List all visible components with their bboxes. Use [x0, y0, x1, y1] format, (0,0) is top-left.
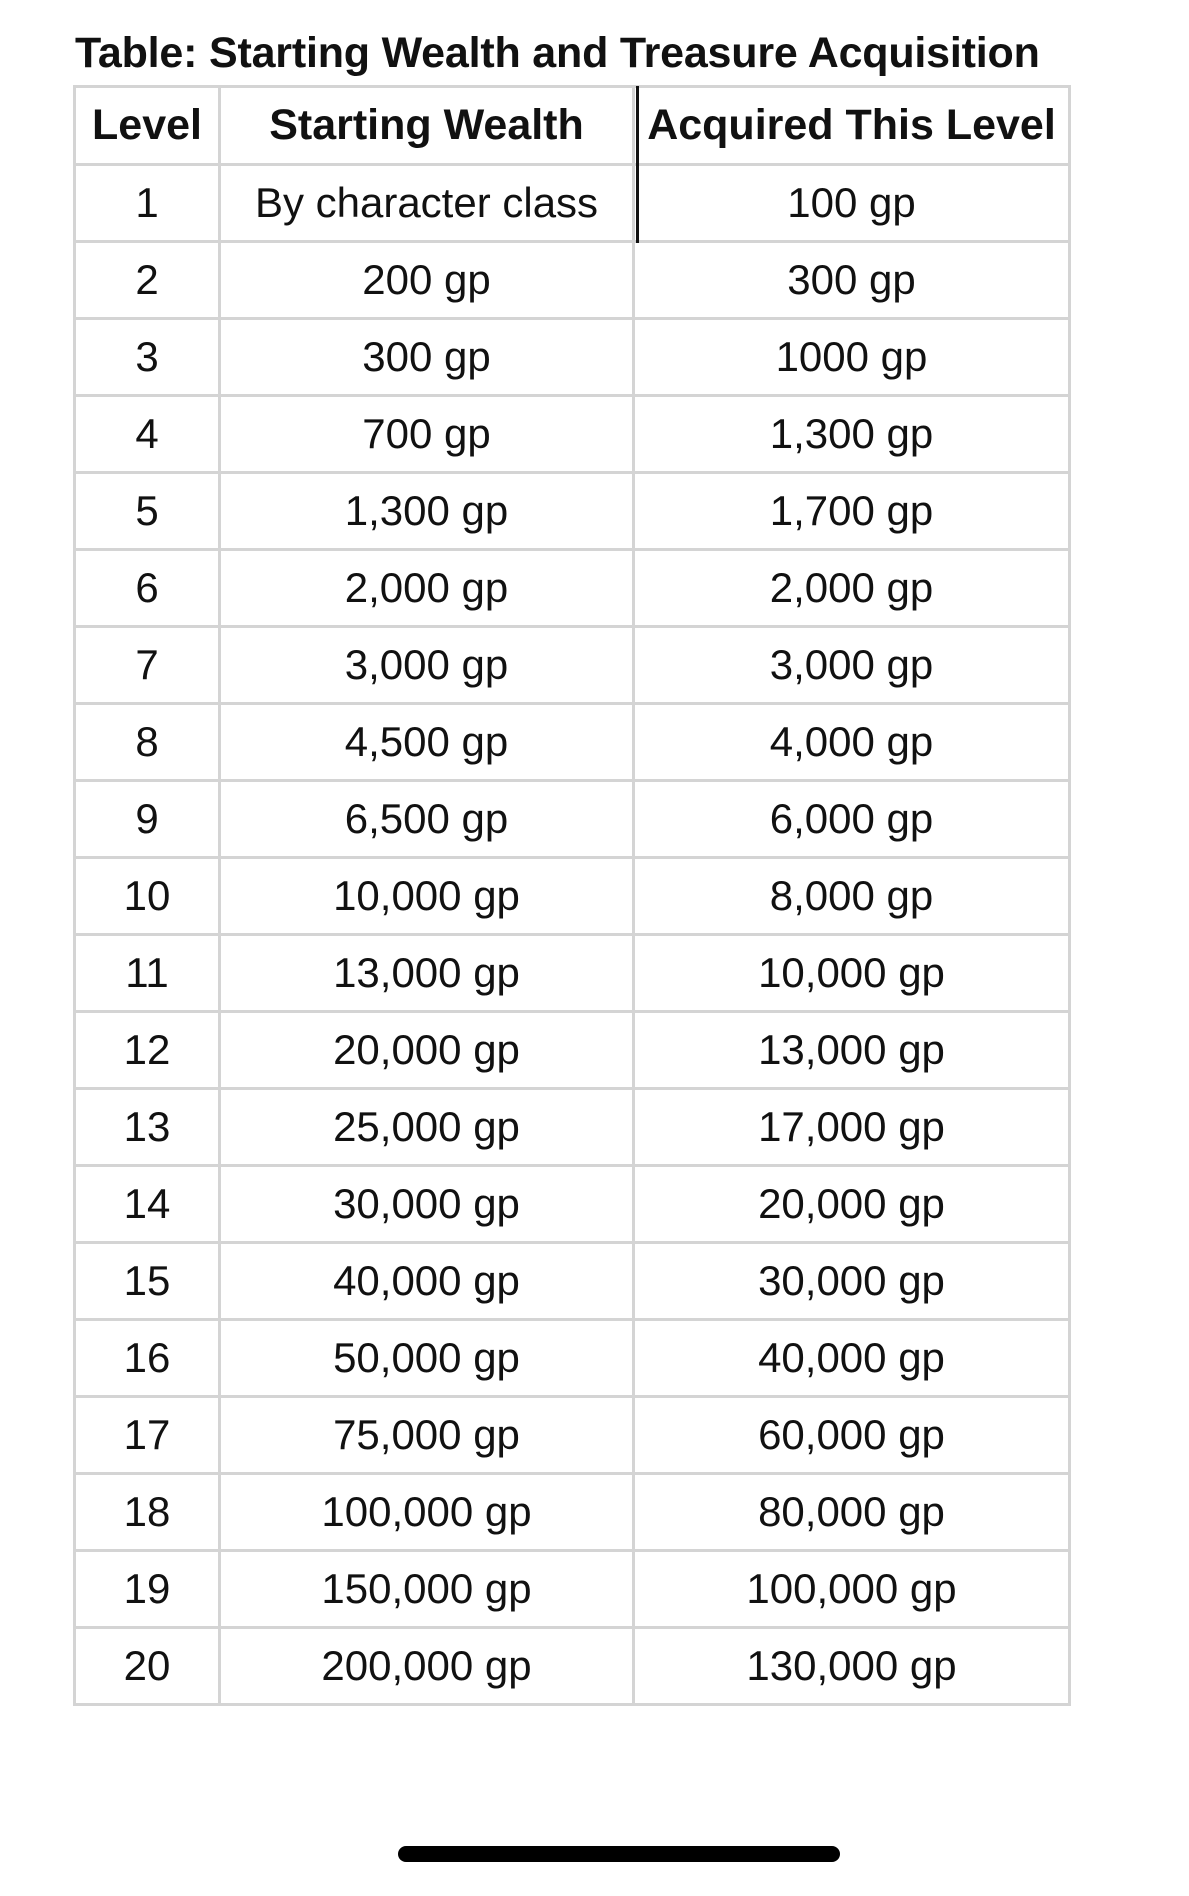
starting-wealth-cell[interactable]: 30,000 gp: [220, 1166, 634, 1243]
level-cell[interactable]: 16: [75, 1320, 220, 1397]
text-cursor: [636, 86, 639, 243]
starting-wealth-cell[interactable]: 1,300 gp: [220, 473, 634, 550]
level-cell[interactable]: 10: [75, 858, 220, 935]
starting-wealth-cell[interactable]: 300 gp: [220, 319, 634, 396]
table-row: [75, 1551, 1070, 1628]
acquired-this-level-cell[interactable]: 13,000 gp: [634, 1012, 1070, 1089]
table-row: [75, 242, 1070, 319]
table-row: [75, 858, 1070, 935]
acquired-this-level-cell[interactable]: 1,300 gp: [634, 396, 1070, 473]
level-cell[interactable]: 14: [75, 1166, 220, 1243]
acquired-this-level-cell[interactable]: 300 gp: [634, 242, 1070, 319]
level-cell[interactable]: 20: [75, 1628, 220, 1705]
home-indicator[interactable]: [398, 1846, 840, 1862]
starting-wealth-cell[interactable]: 13,000 gp: [220, 935, 634, 1012]
table-row: [75, 550, 1070, 627]
acquired-this-level-cell[interactable]: 10,000 gp: [634, 935, 1070, 1012]
table-row: [75, 1320, 1070, 1397]
starting-wealth-cell[interactable]: 200,000 gp: [220, 1628, 634, 1705]
table-row: [75, 1628, 1070, 1705]
table-row: [75, 165, 1070, 242]
table-row: [75, 1012, 1070, 1089]
acquired-this-level-cell[interactable]: 1,700 gp: [634, 473, 1070, 550]
acquired-this-level-cell[interactable]: 20,000 gp: [634, 1166, 1070, 1243]
acquired-this-level-cell[interactable]: 8,000 gp: [634, 858, 1070, 935]
acquired-this-level-cell[interactable]: 30,000 gp: [634, 1243, 1070, 1320]
level-cell[interactable]: 15: [75, 1243, 220, 1320]
table-row: [75, 473, 1070, 550]
starting-wealth-cell[interactable]: 40,000 gp: [220, 1243, 634, 1320]
level-cell[interactable]: 19: [75, 1551, 220, 1628]
starting-wealth-cell[interactable]: 50,000 gp: [220, 1320, 634, 1397]
starting-wealth-cell[interactable]: 25,000 gp: [220, 1089, 634, 1166]
starting-wealth-cell[interactable]: 6,500 gp: [220, 781, 634, 858]
header-acquired-this-level[interactable]: Acquired This Level: [634, 87, 1070, 165]
starting-wealth-cell[interactable]: 20,000 gp: [220, 1012, 634, 1089]
level-cell[interactable]: 6: [75, 550, 220, 627]
level-cell[interactable]: 8: [75, 704, 220, 781]
acquired-this-level-cell[interactable]: 130,000 gp: [634, 1628, 1070, 1705]
starting-wealth-cell[interactable]: 150,000 gp: [220, 1551, 634, 1628]
acquired-this-level-cell[interactable]: 6,000 gp: [634, 781, 1070, 858]
starting-wealth-cell[interactable]: 700 gp: [220, 396, 634, 473]
table-row: [75, 1397, 1070, 1474]
acquired-this-level-cell[interactable]: 17,000 gp: [634, 1089, 1070, 1166]
starting-wealth-cell[interactable]: 10,000 gp: [220, 858, 634, 935]
acquired-this-level-cell[interactable]: 60,000 gp: [634, 1397, 1070, 1474]
starting-wealth-cell[interactable]: 200 gp: [220, 242, 634, 319]
level-cell[interactable]: 13: [75, 1089, 220, 1166]
table-row: [75, 319, 1070, 396]
table-row: [75, 704, 1070, 781]
table-row: [75, 1166, 1070, 1243]
acquired-this-level-cell[interactable]: 1000 gp: [634, 319, 1070, 396]
acquired-this-level-cell[interactable]: 80,000 gp: [634, 1474, 1070, 1551]
acquired-this-level-cell[interactable]: 100,000 gp: [634, 1551, 1070, 1628]
level-cell[interactable]: 9: [75, 781, 220, 858]
table-row: [75, 1089, 1070, 1166]
level-cell[interactable]: 12: [75, 1012, 220, 1089]
level-cell[interactable]: 2: [75, 242, 220, 319]
table-row: [75, 627, 1070, 704]
starting-wealth-cell[interactable]: 2,000 gp: [220, 550, 634, 627]
level-cell[interactable]: 5: [75, 473, 220, 550]
level-cell[interactable]: 1: [75, 165, 220, 242]
starting-wealth-cell[interactable]: 100,000 gp: [220, 1474, 634, 1551]
table-title: Table: Starting Wealth and Treasure Acquisition: [75, 29, 1040, 77]
starting-wealth-cell[interactable]: 75,000 gp: [220, 1397, 634, 1474]
starting-wealth-cell[interactable]: 4,500 gp: [220, 704, 634, 781]
level-cell[interactable]: 3: [75, 319, 220, 396]
level-cell[interactable]: 4: [75, 396, 220, 473]
header-level[interactable]: Level: [75, 87, 220, 165]
level-cell[interactable]: 18: [75, 1474, 220, 1551]
table-row: [75, 781, 1070, 858]
header-row: [75, 87, 1070, 165]
acquired-this-level-cell[interactable]: 40,000 gp: [634, 1320, 1070, 1397]
level-cell[interactable]: 17: [75, 1397, 220, 1474]
starting-wealth-cell[interactable]: 3,000 gp: [220, 627, 634, 704]
table-row: [75, 935, 1070, 1012]
acquired-this-level-cell[interactable]: 2,000 gp: [634, 550, 1070, 627]
table-body: [75, 165, 1070, 1705]
table-row: [75, 1243, 1070, 1320]
table-row: [75, 1474, 1070, 1551]
starting-wealth-cell[interactable]: By character class: [220, 165, 634, 242]
table-row: [75, 396, 1070, 473]
wealth-table: [73, 85, 1071, 1706]
acquired-this-level-cell[interactable]: 4,000 gp: [634, 704, 1070, 781]
level-cell[interactable]: 11: [75, 935, 220, 1012]
level-cell[interactable]: 7: [75, 627, 220, 704]
acquired-this-level-cell[interactable]: 3,000 gp: [634, 627, 1070, 704]
acquired-this-level-cell[interactable]: 100 gp: [634, 165, 1070, 242]
header-starting-wealth[interactable]: Starting Wealth: [220, 87, 634, 165]
